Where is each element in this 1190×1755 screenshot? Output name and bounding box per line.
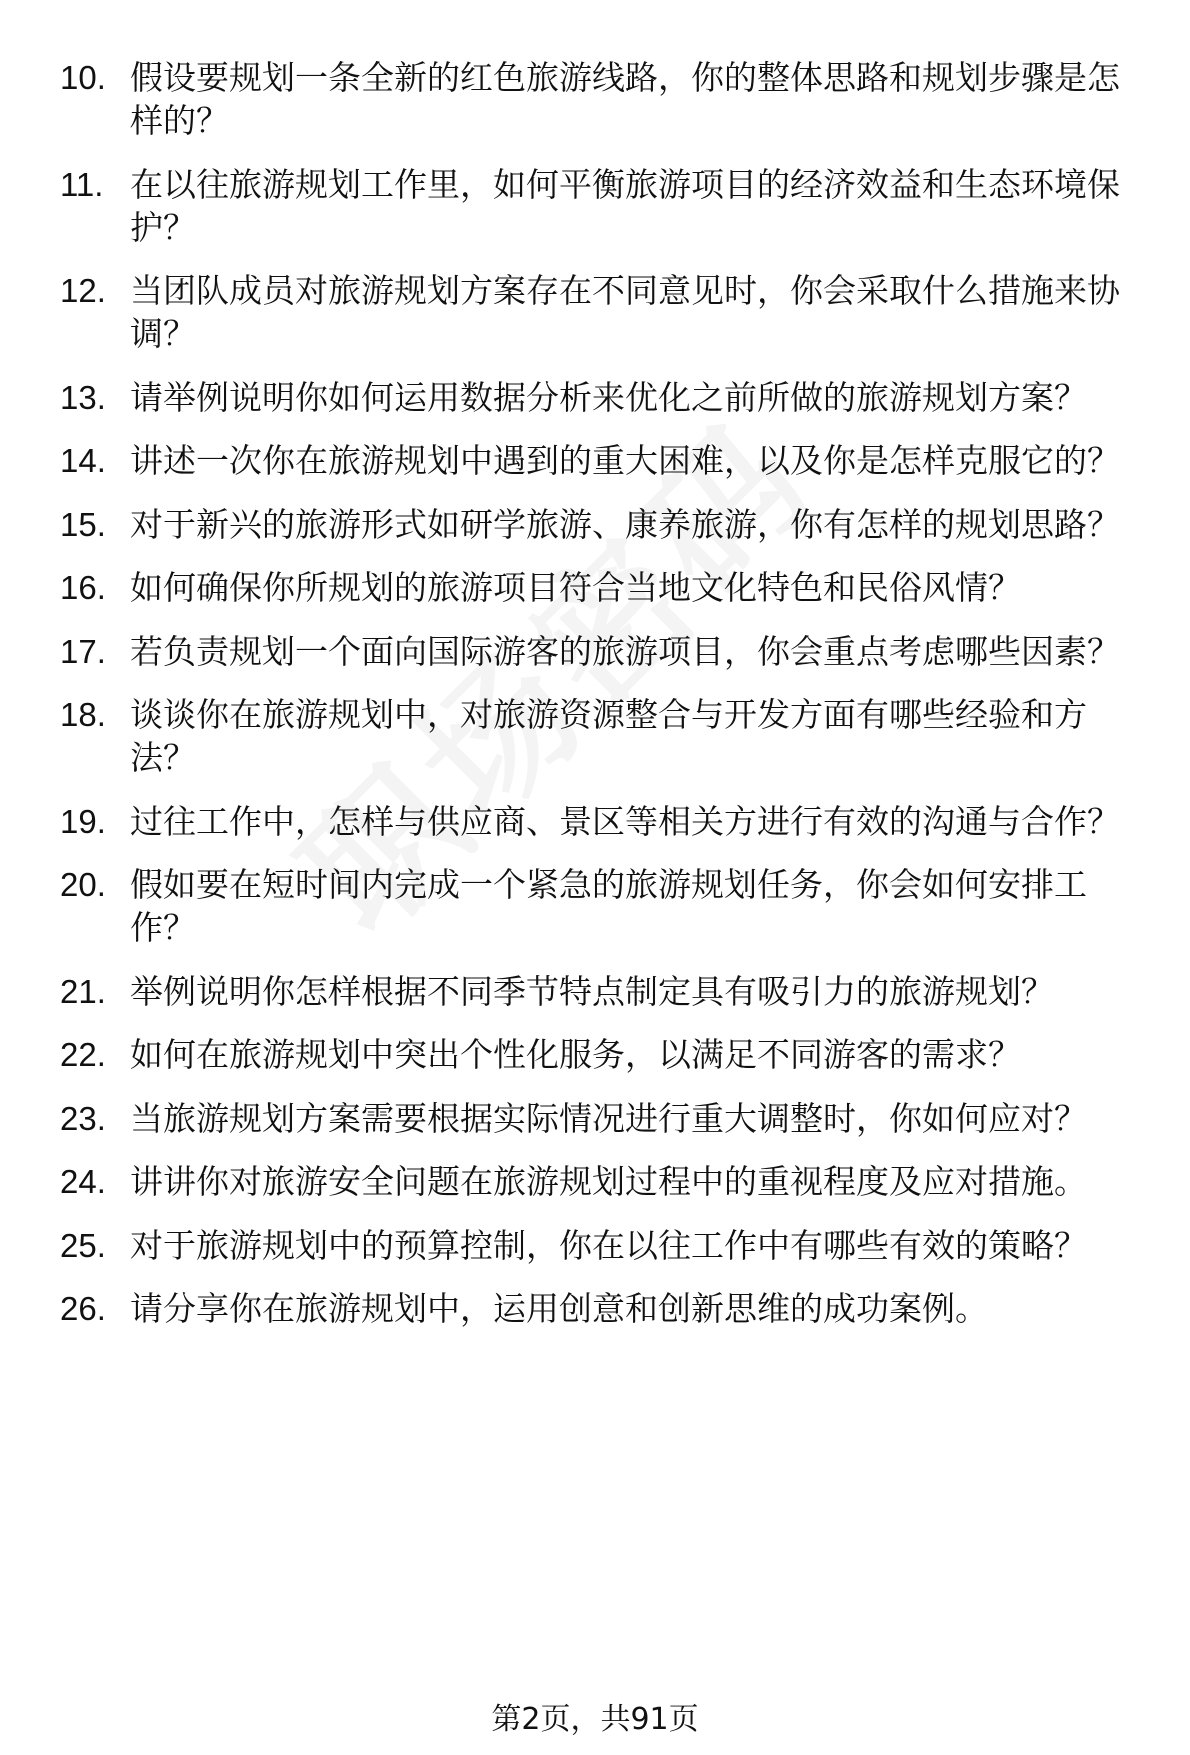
question-number: 14. bbox=[60, 442, 106, 479]
question-item bbox=[60, 566, 1150, 609]
question-number: 26. bbox=[60, 1290, 106, 1327]
question-text: 如何在旅游规划中突出个性化服务，以满足不同游客的需求？ bbox=[130, 1035, 1021, 1074]
question-item bbox=[60, 800, 1150, 843]
question-text: 对于旅游规划中的预算控制，你在以往工作中有哪些有效的策略？ bbox=[130, 1225, 1087, 1265]
question-item bbox=[60, 693, 1150, 779]
question-item bbox=[60, 1160, 1150, 1203]
question-text: 举例说明你怎样根据不同季节特点制定具有吸引力的旅游规划？ bbox=[130, 971, 1054, 1011]
question-text: 假如要在短时间内完成一个紧急的旅游规划任务，你会如何安排工作？ bbox=[130, 865, 1087, 947]
question-number: 12. bbox=[60, 272, 106, 309]
question-number: 11. bbox=[60, 165, 104, 203]
question-item bbox=[60, 863, 1150, 949]
question-number: 21. bbox=[60, 972, 106, 1010]
question-number: 15. bbox=[60, 505, 106, 543]
question-number: 20. bbox=[60, 866, 106, 903]
question-text: 当团队成员对旅游规划方案存在不同意见时，你会采取什么措施来协调？ bbox=[130, 271, 1120, 353]
question-item bbox=[60, 1033, 1150, 1076]
question-item bbox=[60, 970, 1150, 1013]
question-list bbox=[60, 56, 1150, 1351]
question-number: 16. bbox=[60, 569, 106, 606]
page-number-label: 第2页，共91页 bbox=[491, 1702, 699, 1737]
question-number: 22. bbox=[60, 1036, 106, 1073]
question-number: 13. bbox=[60, 378, 106, 416]
question-item bbox=[60, 439, 1150, 482]
question-number: 10. bbox=[60, 59, 106, 96]
page-footer bbox=[0, 1700, 1190, 1740]
question-text: 对于新兴的旅游形式如研学旅游、康养旅游，你有怎样的规划思路？ bbox=[130, 504, 1120, 544]
question-item bbox=[60, 269, 1150, 355]
question-number: 25. bbox=[60, 1226, 106, 1264]
question-number: 19. bbox=[60, 802, 106, 840]
question-text: 讲讲你对旅游安全问题在旅游规划过程中的重视程度及应对措施。 bbox=[130, 1162, 1087, 1201]
question-item bbox=[60, 503, 1150, 546]
question-number: 18. bbox=[60, 696, 106, 733]
question-text: 如何确保你所规划的旅游项目符合当地文化特色和民俗风情？ bbox=[130, 568, 1021, 607]
question-text: 若负责规划一个面向国际游客的旅游项目，你会重点考虑哪些因素？ bbox=[130, 631, 1120, 671]
question-item bbox=[60, 1097, 1150, 1140]
question-text: 讲述一次你在旅游规划中遇到的重大困难，以及你是怎样克服它的？ bbox=[130, 441, 1120, 480]
question-text: 假设要规划一条全新的红色旅游线路，你的整体思路和规划步骤是怎样的？ bbox=[130, 58, 1120, 140]
question-number: 23. bbox=[60, 1099, 106, 1137]
question-item bbox=[60, 630, 1150, 673]
question-text: 当旅游规划方案需要根据实际情况进行重大调整时，你如何应对？ bbox=[130, 1098, 1087, 1138]
question-text: 在以往旅游规划工作里，如何平衡旅游项目的经济效益和生态环境保护？ bbox=[130, 164, 1120, 247]
question-text: 请举例说明你如何运用数据分析来优化之前所做的旅游规划方案？ bbox=[130, 377, 1087, 417]
question-item bbox=[60, 376, 1150, 419]
question-item bbox=[60, 1224, 1150, 1267]
question-text: 请分享你在旅游规划中，运用创意和创新思维的成功案例。 bbox=[130, 1289, 988, 1328]
question-item bbox=[60, 163, 1150, 249]
question-number: 17. bbox=[60, 632, 106, 670]
question-text: 谈谈你在旅游规划中，对旅游资源整合与开发方面有哪些经验和方法？ bbox=[130, 695, 1087, 777]
question-item bbox=[60, 56, 1150, 142]
question-text: 过往工作中，怎样与供应商、景区等相关方进行有效的沟通与合作？ bbox=[130, 801, 1120, 841]
question-item bbox=[60, 1287, 1150, 1330]
question-number: 24. bbox=[60, 1163, 106, 1200]
